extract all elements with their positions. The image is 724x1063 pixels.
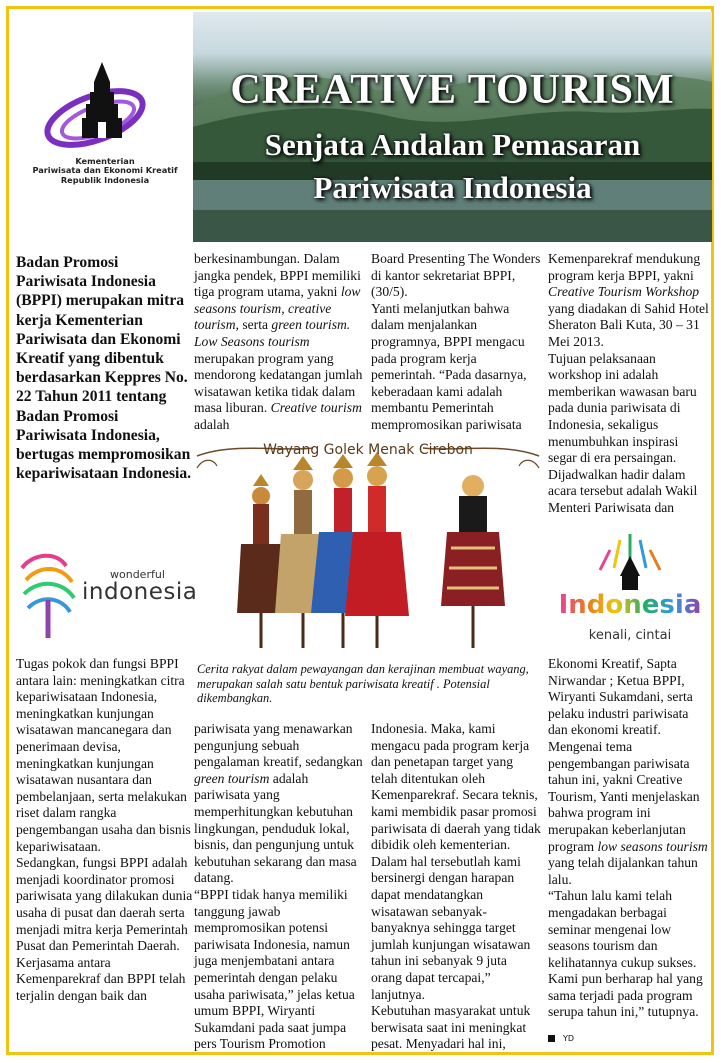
text-run: adalah pariwisata yang memperhitungkan kebutuhan lingkungan, penduduk lokal, bisnis, dan pengunjung untuk kebutuhan sekarang dan masa datang.	[194, 770, 357, 886]
text-run: adalah	[194, 416, 230, 432]
paragraph: Tujuan pelaksanaan workshop ini adalah memberikan wawasan baru pada dunia pariwisata di Indonesia, sekaligus menumbuhkan inspirasi segar di era persaingan.	[548, 350, 697, 466]
author-signoff	[548, 1034, 574, 1043]
column-2-top	[194, 251, 364, 434]
end-mark-icon	[548, 1035, 555, 1042]
paragraph: Yanti melanjutkan bahwa dalam menjalankan programnya, BPPI mengacu pada program kerja pemerintah. “Pada dasarnya, keberadaan kami adalah membantu Pemerintah mempromosikan pariwisata	[371, 300, 527, 432]
wonderful-indonesia-logo	[14, 548, 198, 640]
text-run: serta	[238, 317, 272, 333]
intro-paragraph: Badan Promosi Pariwisata Indonesia (BPPI) merupakan mitra kerja Kementerian Pariwisata dan Ekonomi Kreatif yang dibentuk berdasarkan Keppres No. 22 Tahun 2011 tentang Badan Promosi Pariwisata Indonesia, bertugas mempromosikan kepariwisataan Indonesia.	[16, 254, 192, 483]
paragraph: Board Presenting The Wonders di kantor sekretariat BPPI, (30/5).	[371, 251, 541, 300]
header-photo	[193, 12, 712, 242]
column-3-bottom	[371, 721, 541, 1053]
paragraph: Tugas pokok dan fungsi BPPI antara lain: meningkatkan citra kepariwisataan Indonesia, meningkatkan kunjungan wisatawan mancanegara dan penerimaan devisa, meningkatkan kunjungan wisatawan nusantara dan pembelanjaan, serta melakukan riset dalam rangka pengembangan usaha dan bisnis kepariwisataan.	[16, 656, 191, 854]
kemenparekraf-logo	[30, 60, 180, 190]
text-run: yang telah dijalankan tahun lalu.	[548, 855, 698, 887]
author-initials: YD	[563, 1034, 575, 1043]
column-2-bottom	[194, 721, 366, 1053]
text-run: berkesinambungan. Dalam jangka pendek, BPPI memiliki tiga program utama, yakni	[194, 251, 361, 300]
column-1-bottom	[16, 656, 194, 1004]
paragraph: Indonesia. Maka, kami mengacu pada program kerja dan penetapan target yang telah ditentukan oleh Kemenparekraf. Secara teknis, kami membidik pasar promosi pariwisata di daerah yang tidak dibidik oleh kementerian. Dalam hal tersebutlah kami bersinergi dengan harapan dapat mendatangkan wisatawan sebanyak-banyaknya sehingga target jumlah kunjungan wisatawan tahun ini sebanyak 9 juta orang dapat tercapai,” lanjutnya.	[371, 721, 541, 1002]
wordmark-big: indonesia	[82, 579, 198, 605]
indonesia-tagline: kenali, cintai	[588, 628, 672, 643]
text-run: yang diadakan di Sahid Hotel Sheraton Bali Kuta, 30 – 31 Mei 2013.	[548, 300, 709, 349]
text-run-italic: low seasons tourism, creative tourism,	[194, 284, 361, 333]
paragraph: Kebutuhan masyarakat untuk berwisata saat ini meningkat pesat. Menyadari hal ini,	[371, 1003, 531, 1052]
column-3-top	[371, 251, 541, 434]
column-4-bottom	[548, 656, 710, 1021]
temple-burst-icon	[580, 530, 680, 592]
paragraph: Ekonomi Kreatif, Sapta Nirwandar ; Ketua BPPI, Wiryanti Sukamdani, serta pelaku industri pariwisata dan ekonomi kreatif.	[548, 656, 693, 738]
paragraph: “BPPI tidak hanya memiliki tanggung jawab mempromosikan potensi pariwisata Indonesia, namun juga menjembatani antara pemerintah dengan pelaku usaha pariwisata,” jelas ketua umum BPPI, Wiryanti Sukamdani pada saat jumpa pers Tourism Promotion	[194, 886, 355, 1052]
text-run: pariwisata yang menawarkan pengunjung sebuah pengalaman kreatif, sedangkan	[194, 721, 363, 770]
paragraph: Sedangkan, fungsi BPPI adalah menjadi koordinator promosi pariwisata yang dilakukan dunia usaha di pusat dan daerah serta menjadi mitra kerja Pemerintah Pusat dan Pemerintah Daerah.	[16, 855, 193, 954]
logo-line-2: Pariwisata dan Ekonomi Kreatif	[32, 165, 178, 176]
wayang-golek-image	[193, 438, 543, 658]
temple-swirl-icon	[40, 60, 170, 155]
garuda-swirl-icon	[14, 548, 84, 640]
logo-line-1: Kementerian	[75, 156, 135, 166]
paragraph: Kerjasama antara Kemenparekraf dan BPPI telah terjalin dengan baik dan	[16, 954, 186, 1003]
paragraph: “Tahun lalu kami telah mengadakan berbagai seminar mengenai low seasons tourism dan kelihatannya cukup sukses. Kami pun berharap hal yang sama terjadi pada program serupa tahun ini,” tutupnya.	[548, 888, 703, 1020]
text-run: Kemenparekraf mendukung program kerja BPPI, yakni	[548, 251, 701, 283]
text-run-italic: low seasons tourism	[597, 838, 708, 854]
page-title: CREATIVE TOURISM	[230, 67, 675, 113]
subtitle-line-1: Senjata Andalan Pemasaran	[264, 127, 641, 162]
text-run-italic: Creative Tourism Workshop	[548, 284, 700, 300]
wayang-image-title: Wayang Golek Menak Cirebon	[263, 442, 473, 458]
text-run: Mengenai tema pengembangan pariwisata tahun ini, yakni Creative Tourism, Yanti menjelaskan bahwa program ini merupakan keberlanjutan program	[548, 738, 700, 854]
wonderful-indonesia-wordmark	[82, 568, 197, 603]
indonesia-wordmark	[550, 590, 710, 620]
text-run-italic: Creative tourism	[270, 400, 362, 416]
column-4-top	[548, 251, 710, 517]
image-caption: Cerita rakyat dalam pewayangan dan kerajinan membuat wayang, merupakan salah satu bentuk pariwisata kreatif . Potensial dikembangkan.	[197, 662, 529, 706]
wordmark-small: wonderful	[110, 568, 165, 581]
indonesia-kenali-cintai-logo	[550, 528, 710, 653]
paragraph: Dijadwalkan hadir dalam acara tersebut adalah Wakil Menteri Pariwisata dan	[548, 466, 698, 515]
logo-line-3: Republik Indonesia	[60, 174, 150, 185]
text-run: merupakan program yang mendorong kedatangan jumlah wisatawan ketika tidak dalam masa liburan.	[194, 350, 363, 416]
subtitle-line-2: Pariwisata Indonesia	[313, 170, 592, 205]
indonesia-wordmark-text: Indonesia	[558, 590, 702, 620]
text-run-italic: green tourism. Low Seasons tourism	[194, 317, 351, 349]
wayang-puppets-graphic	[193, 438, 543, 658]
text-run-italic: green tourism	[194, 770, 270, 786]
